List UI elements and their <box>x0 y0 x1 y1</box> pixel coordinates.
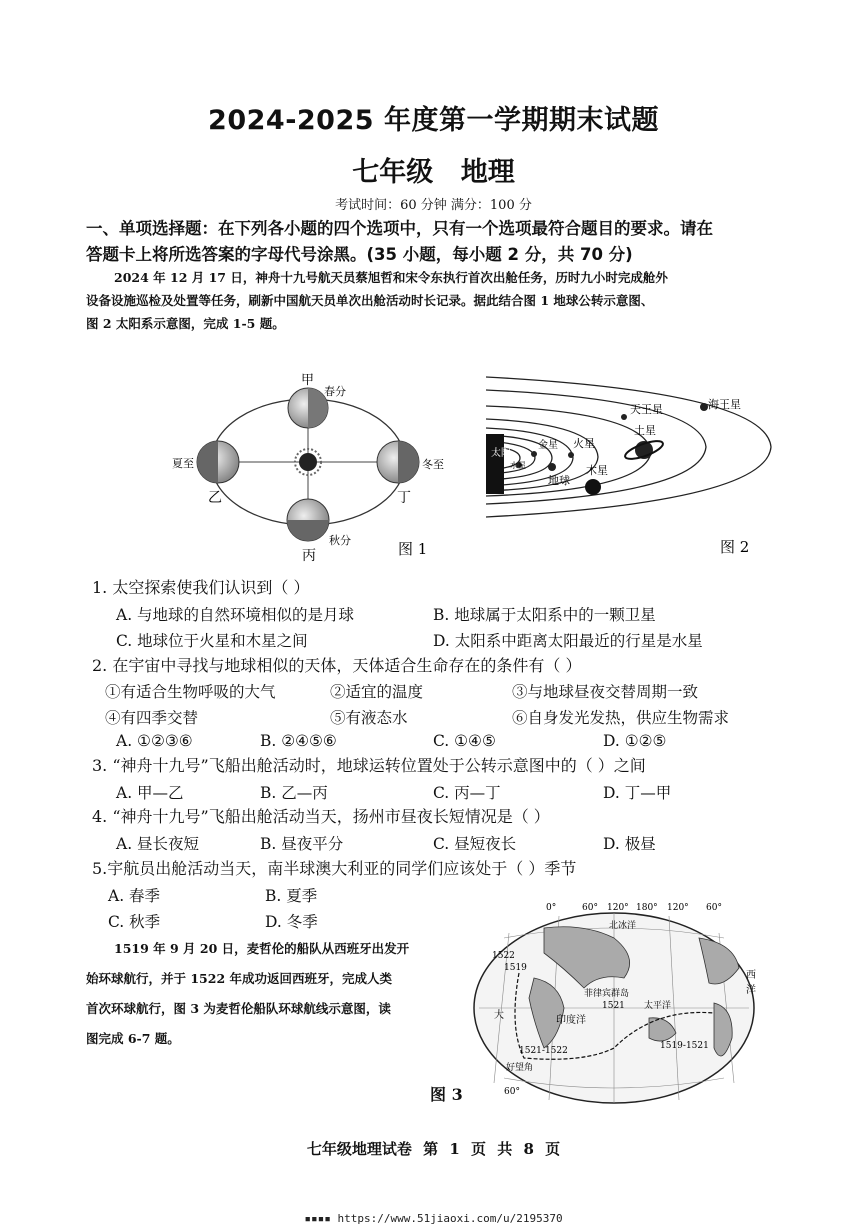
question-3-stem: 3. “神舟十九号”飞船出舱活动时，地球运转位置处于公转示意图中的（ ）之间 <box>92 756 646 775</box>
q4-option-d[interactable]: D. 极昼 <box>603 835 656 853</box>
q5-option-d[interactable]: D. 冬季 <box>265 913 318 931</box>
label-cape: 好望角 <box>506 1063 534 1073</box>
planet-earth <box>548 463 556 471</box>
label-mercury: 水星 <box>510 461 526 470</box>
passage-line2: 始环球航行，并于 1522 年成功返回西班牙，完成人类 <box>86 971 392 986</box>
figure1-earth-revolution <box>160 362 460 567</box>
label-ding: 丁 <box>397 490 411 506</box>
q5-option-a[interactable]: A. 春季 <box>108 887 161 905</box>
exam-title: 2024-2025 年度第一学期期末试题 <box>208 105 659 136</box>
label-bing: 丙 <box>302 548 316 564</box>
q3-option-a[interactable]: A. 甲—乙 <box>116 784 184 802</box>
label-mars: 火星 <box>573 437 595 450</box>
passage-line3: 首次环球航行，图 3 为麦哲伦船队环球航线示意图，读 <box>86 1001 391 1016</box>
planet-venus <box>531 451 537 457</box>
lon-60: 60° <box>582 903 598 913</box>
q2-option-a[interactable]: A. ①②③⑥ <box>116 732 193 750</box>
label-1519: 1519 <box>504 963 527 973</box>
label-jia: 甲 <box>301 373 315 388</box>
figure1-caption: 图 1 <box>398 540 428 558</box>
q2-condition-1: ①有适合生物呼吸的大气 <box>105 683 276 701</box>
lon-0: 0° <box>546 903 557 913</box>
q5-option-b[interactable]: B. 夏季 <box>265 887 318 905</box>
figure2-solar-system <box>486 372 781 562</box>
planet-neptune <box>700 403 708 411</box>
label-route2: 1521-1522 <box>519 1046 568 1056</box>
passage-line1: 1519 年 9 月 20 日，麦哲伦的船队从西班牙出发开 <box>114 941 410 956</box>
sun <box>486 434 504 494</box>
intro-line2: 设备设施巡检及处置等任务，刷新中国航天员单次出舱活动时长记录。据此结合图 1 地球公转示意图、 <box>86 293 654 308</box>
planet-uranus <box>621 414 627 420</box>
q3-option-d[interactable]: D. 丁—甲 <box>603 784 672 802</box>
q2-condition-5: ⑤有液态水 <box>330 709 408 727</box>
label-arctic: 北冰洋 <box>609 921 637 931</box>
planet-mars <box>568 452 574 458</box>
intro-paragraph <box>86 266 766 335</box>
q4-option-c[interactable]: C. 昼短夜长 <box>433 835 517 853</box>
label-yi: 乙 <box>208 490 222 506</box>
q4-option-a[interactable]: A. 昼长夜短 <box>116 835 200 853</box>
q4-option-b[interactable]: B. 昼夜平分 <box>260 835 344 853</box>
section-heading <box>86 216 776 268</box>
section-heading-line2: 答题卡上将所选答案的字母代号涂黑。(35 小题，每小题 2 分，共 70 分) <box>86 245 633 264</box>
q2-option-b[interactable]: B. ②④⑤⑥ <box>260 732 337 750</box>
q1-option-a[interactable]: A. 与地球的自然环境相似的是月球 <box>116 606 355 624</box>
label-sun: 太阳 <box>491 448 511 459</box>
label-qiufen: 秋分 <box>329 534 351 547</box>
section-heading-line1: 一、单项选择题：在下列各小题的四个选项中，只有一个选项最符合题目的要求。请在 <box>86 219 713 238</box>
passage-line4: 图完成 6-7 题。 <box>86 1031 180 1046</box>
q1-option-d[interactable]: D. 太阳系中距离太阳最近的行星是水星 <box>433 632 703 650</box>
q1-option-c[interactable]: C. 地球位于火星和木星之间 <box>116 632 308 650</box>
q3-option-c[interactable]: C. 丙—丁 <box>433 784 501 802</box>
label-1522: 1522 <box>492 951 515 961</box>
watermark-url: ▪▪▪▪ https://www.51jiaoxi.com/u/2195370 <box>304 1212 563 1225</box>
lon-120: 120° <box>607 903 629 913</box>
figure3-magellan-map <box>464 898 764 1108</box>
label-saturn: 土星 <box>634 424 656 437</box>
planet-jupiter <box>585 479 601 495</box>
q3-option-b[interactable]: B. 乙—丙 <box>260 784 328 802</box>
label-venus: 金星 <box>538 440 558 451</box>
label-earth: 地球 <box>548 474 570 487</box>
lon-60w: 60° <box>706 903 722 913</box>
label-da: 大 <box>494 1010 504 1021</box>
q5-option-c[interactable]: C. 秋季 <box>108 913 161 931</box>
lon-120w: 120° <box>667 903 689 913</box>
question-2-stem: 2. 在宇宙中寻找与地球相似的天体，天体适合生命存在的条件有（ ） <box>92 656 582 675</box>
passage-magellan <box>86 934 446 1054</box>
intro-line3: 图 2 太阳系示意图，完成 1-5 题。 <box>86 316 285 331</box>
label-philippines: 菲律宾群岛 <box>584 989 630 999</box>
q1-option-b[interactable]: B. 地球属于太阳系中的一颗卫星 <box>433 606 656 624</box>
label-route1: 1519-1521 <box>660 1041 709 1051</box>
label-pacific: 太平洋 <box>644 1001 672 1011</box>
label-yang: 洋 <box>746 985 756 996</box>
exam-info: 考试时间：60 分钟 满分：100 分 <box>335 198 532 213</box>
exam-subtitle: 七年级 地理 <box>352 157 515 188</box>
q2-condition-3: ③与地球昼夜交替周期一致 <box>512 683 699 701</box>
figure3-caption: 图 3 <box>430 1085 463 1104</box>
label-indian: 印度洋 <box>556 1015 586 1026</box>
label-1521: 1521 <box>602 1001 625 1011</box>
question-1-stem: 1. 太空探索使我们认识到（ ） <box>92 578 310 597</box>
lon-180: 180° <box>636 903 658 913</box>
q2-option-c[interactable]: C. ①④⑤ <box>433 732 496 750</box>
page-footer: 七年级地理试卷 第 1 页 共 8 页 <box>306 1140 561 1158</box>
label-chunfen: 春分 <box>324 385 346 398</box>
question-4-stem: 4. “神舟十九号”飞船出舱活动当天，扬州市昼夜长短情况是（ ） <box>92 807 550 826</box>
label-xiazhi: 夏至 <box>172 457 194 470</box>
intro-line1: 2024 年 12 月 17 日，神舟十九号航天员蔡旭哲和宋令东执行首次出舱任务，历时九小时完成舱外 <box>114 270 668 285</box>
label-jupiter: 木星 <box>586 464 608 477</box>
lat-60s: 60° <box>504 1087 520 1097</box>
label-xi: 西 <box>746 970 756 981</box>
q2-condition-4: ④有四季交替 <box>105 709 199 727</box>
q2-condition-2: ②适宜的温度 <box>330 683 424 701</box>
label-uranus: 天王星 <box>630 403 663 416</box>
q2-condition-6: ⑥自身发光发热，供应生物需求 <box>512 709 730 727</box>
sun-marker <box>299 453 317 471</box>
label-neptune: 海王星 <box>708 398 741 411</box>
q2-option-d[interactable]: D. ①②⑤ <box>603 732 667 750</box>
figure2-caption: 图 2 <box>720 538 750 556</box>
question-5-stem: 5.宇航员出舱活动当天，南半球澳大利亚的同学们应该处于（ ）季节 <box>92 859 577 878</box>
label-dongzhi: 冬至 <box>422 458 444 471</box>
